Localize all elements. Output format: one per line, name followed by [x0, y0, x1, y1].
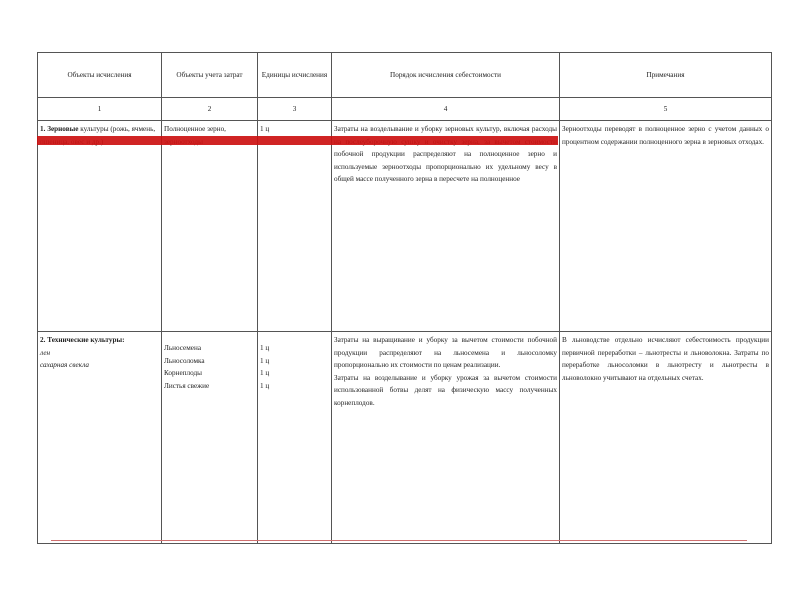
column-number-row — [38, 98, 772, 121]
column-number: 5 — [560, 98, 772, 121]
object-cell — [38, 332, 162, 544]
notes-cell — [560, 121, 772, 332]
object-description: культуры (рожь, ячмень, — [80, 125, 156, 133]
column-number: 2 — [162, 98, 258, 121]
highlight-bar — [37, 136, 558, 145]
header-row — [38, 53, 772, 98]
procedure-text: Затраты на выращивание и уборку за вычетом стоимости побочной продукции распределяют на льносемена и льносоломку пропорционально их стоимости по ценам реализации. — [334, 336, 557, 369]
table-row-grain — [38, 121, 772, 332]
bottom-rule — [51, 540, 747, 541]
units-cell — [258, 332, 332, 544]
procedure-cell — [332, 332, 560, 544]
object-title: 2. Технические культуры: — [40, 336, 125, 344]
procedure-text: Затраты на возделывание и уборку урожая за вычетом стоимости использованной ботвы делят на физическую массу полученных корнеплодов. — [334, 373, 557, 407]
unit-value: 1 ц — [260, 381, 270, 390]
note-text: Зерноотходы переводят в полноценное зерно с учетом данных о процентном содержании полноценного зерна в зерновых отходах. — [562, 125, 769, 146]
column-number: 4 — [332, 98, 560, 121]
cost-object: Льносемена — [164, 344, 202, 352]
header-notes: Примечания — [560, 53, 772, 98]
notes-cell — [560, 332, 772, 544]
header-procedure: Порядок исчисления себестоимости — [332, 53, 560, 98]
cost-object: Листья свежие — [164, 381, 210, 390]
unit-value: 1 ц — [260, 344, 270, 352]
cost-accounting-table — [37, 52, 772, 544]
object-title: 1. Зерновые — [40, 125, 79, 133]
column-number: 1 — [38, 98, 162, 121]
header-units: Единицы исчисления — [258, 53, 332, 98]
object-subitem: лен — [40, 348, 51, 357]
cost-objects-cell — [162, 332, 258, 544]
units-cell — [258, 121, 332, 332]
note-text: В льноводстве отдельно исчисляют себестоимость продукции первичной переработки – льнотресты и льноволокна. Затраты по переработке льносоломки в льнотресту и льнотресты в льноволокно учитывают на отдельных счетах. — [562, 336, 769, 382]
column-number: 3 — [258, 98, 332, 121]
unit-value: 1 ц — [260, 125, 270, 133]
object-subitem: сахарная свекла — [40, 361, 89, 369]
unit-value: 1 ц — [260, 356, 270, 365]
header-objects: Объекты исчисления — [38, 53, 162, 98]
procedure-cell — [332, 121, 560, 332]
header-cost-objects: Объекты учета затрат — [162, 53, 258, 98]
object-cell — [38, 121, 162, 332]
unit-value: 1 ц — [260, 369, 270, 377]
table-row-industrial — [38, 332, 772, 544]
cost-object: Корнеплоды — [164, 369, 202, 377]
cost-objects-cell — [162, 121, 258, 332]
procedure-text: Затраты на возделывание и уборку зерновых культур, включая расходы побочной продукции распределяют на полноценное зерно и используемые зерноотходы пропорционально их удельному весу в общей массе полученного зерна в пересчете на полноценное — [334, 125, 557, 183]
cost-object: Льносоломка — [164, 356, 205, 365]
cost-object: Полноценное зерно, — [164, 125, 226, 133]
document-page — [37, 52, 771, 544]
